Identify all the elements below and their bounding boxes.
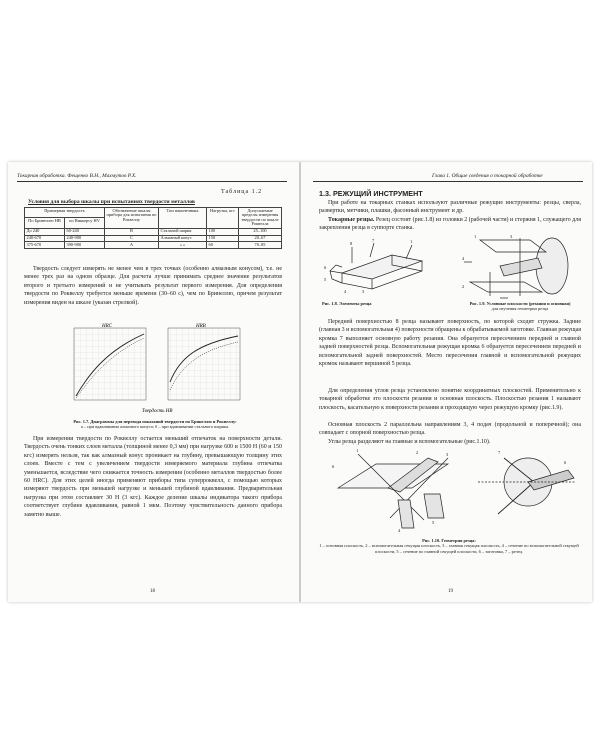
figure-1-10-cutter-geometry bbox=[328, 448, 578, 534]
chart-xlabel: Твердость НВ bbox=[142, 409, 173, 414]
svg-text:2: 2 bbox=[416, 450, 419, 455]
chart-b-grid bbox=[168, 328, 240, 400]
table-row bbox=[25, 242, 282, 249]
hardness-scale-table bbox=[24, 207, 282, 249]
left-page-number: 18 bbox=[150, 589, 155, 594]
table-header-cell: по Виккерсу HV bbox=[65, 218, 105, 228]
table-cell: 240-670 bbox=[25, 235, 65, 242]
table-header-cell: Примерная твердость bbox=[25, 208, 105, 218]
right-paragraph-4: Для определения углов резца установлено понятие координатных плоскостей. Применительно к токарной обработке это плоскости резания и основная плоскость. Плоскостью резания 1 называют плоскость, касательную к поверхности резания и проходящую через режущую кромку (рис.1.9). bbox=[319, 388, 581, 411]
svg-text:4: 4 bbox=[398, 528, 401, 533]
right-paragraph-6: Углы резца разделяют на главные и вспомогательные (рис.1.10). bbox=[328, 439, 491, 445]
svg-text:1: 1 bbox=[356, 448, 359, 453]
figure-1-8-caption-title: Рис. 1.8. Элементы резца bbox=[322, 301, 372, 306]
svg-text:7: 7 bbox=[498, 450, 501, 455]
svg-text:6: 6 bbox=[324, 265, 327, 270]
svg-text:3: 3 bbox=[446, 452, 449, 457]
chart-a-grid bbox=[74, 328, 146, 400]
table-cell: 70–85 bbox=[239, 242, 282, 249]
table-cell: 60-240 bbox=[65, 228, 105, 235]
svg-text:2: 2 bbox=[462, 284, 465, 289]
figure-1-9-caption bbox=[454, 301, 586, 312]
svg-text:1: 1 bbox=[410, 239, 413, 244]
table-cell: 25–100 bbox=[239, 228, 282, 235]
right-page bbox=[300, 162, 592, 602]
chart-b-ylabel: HRB bbox=[196, 324, 206, 329]
left-header-rule bbox=[17, 181, 287, 182]
paragraph-2-text: Резец состоит (рис.1.8) из головки 2 (рабочей части) и стержня 1, служащего для закрепления резца в суппорте станка. bbox=[319, 217, 581, 232]
svg-text:3: 3 bbox=[362, 289, 365, 294]
table-cell: 240-900 bbox=[65, 235, 105, 242]
right-header-rule bbox=[313, 181, 583, 182]
table-cell: Алмазный конус bbox=[159, 235, 207, 242]
book-spread bbox=[8, 162, 592, 602]
figure-1-7-caption-body: а – при вдавливании алмазного конуса; б – при вдавливании стального шарика. bbox=[80, 424, 230, 430]
figure-1-9-cutting-planes bbox=[460, 232, 580, 300]
table-header-cell: Нагрузка, кгс bbox=[207, 208, 239, 229]
table-cell: B bbox=[105, 228, 159, 235]
right-paragraph-5: Основная плоскость 2 параллельна направлениям 3, 4 подач (продольной и поперечной); она совпадает с опорной поверхностью резца. bbox=[319, 422, 581, 437]
table-row bbox=[25, 228, 282, 235]
svg-text:7: 7 bbox=[372, 238, 375, 243]
left-page bbox=[8, 162, 300, 602]
table-cell: Стальной шарик bbox=[159, 228, 207, 235]
right-running-header: Глава 1. Общие сведения о токарной обработке bbox=[432, 173, 543, 179]
section-title: 1.3. РЕЖУЩИЙ ИНСТРУМЕНТ bbox=[319, 189, 423, 198]
left-running-header: Токарная обработка. Фещенко В.Н., Махмутов Р.Х. bbox=[17, 173, 137, 179]
table-cell: 60 bbox=[207, 242, 239, 249]
svg-text:5: 5 bbox=[432, 520, 435, 525]
left-paragraph-1: Твердость следует измерять не менее чем в трех точках (особенно алмазным конусом), т.е. не менее трех раз на одном образце. Для расчета лучше принимать среднее значение результатов второго и третьего измерений и не учитывать результат первого измерения. Для определения твердости по Роквеллу требуется меньше времени (30–60 с), чем по Бринеллю, причем результат измерения виден на шкале (указан стрелкой). bbox=[24, 266, 282, 306]
figure-1-10-caption bbox=[314, 538, 584, 554]
hardness-conversion-diagrams bbox=[68, 322, 248, 417]
figure-1-7-caption bbox=[24, 419, 286, 430]
table-header-row bbox=[25, 208, 282, 218]
table-row bbox=[25, 235, 282, 242]
table-cell: « » bbox=[159, 242, 207, 249]
table-cell: A bbox=[105, 242, 159, 249]
right-paragraph-1: При работе на токарных станках используют различные режущие инструменты: резцы, сверла, развертки, метчики, плашки, фасонный инструмент и др. bbox=[319, 200, 581, 215]
figure-1-9-caption-body: для изучения геометрии резца bbox=[491, 306, 549, 312]
figure-1-8-caption bbox=[322, 301, 432, 306]
table-title: Условия для выбора шкалы при испытаниях твердости металлов bbox=[28, 199, 195, 205]
svg-text:3: 3 bbox=[510, 234, 513, 239]
figure-1-7-caption-title: Рис. 1.7. Диаграммы для перевода показаний твердости по Бринеллю и Роквеллу: bbox=[73, 419, 237, 424]
svg-text:5: 5 bbox=[324, 277, 327, 282]
svg-text:4: 4 bbox=[344, 289, 347, 294]
table-cell: 20–67 bbox=[239, 235, 282, 242]
svg-text:6: 6 bbox=[564, 460, 567, 465]
table-header-cell: Допускаемые пределы измерения твердости по шкале Роквелла bbox=[239, 208, 282, 229]
figure-1-10-caption-title: Рис. 1.10. Геометрия резца: bbox=[422, 538, 476, 543]
table-cell: 150 bbox=[207, 235, 239, 242]
paragraph-lead-bold: Токарные резцы. bbox=[328, 217, 375, 223]
figure-1-10-caption-body: 1 – основная плоскость, 2 – вспомогательная секущая плоскость, 3 – главная секущая плоскость, 4 – сечение по вспомогательной секущей плоскости, 5 – сечение по главной секущей плоскости, 6 – заготовка, 7 – резец. bbox=[319, 543, 579, 554]
table-header-cell: Тип наконечника bbox=[159, 208, 207, 229]
right-paragraph-2 bbox=[319, 216, 581, 233]
figure-1-9-caption-title: Рис. 1.9. Условные плоскости (резания и основная) bbox=[469, 301, 571, 306]
table-header-cell: Обозначение шкалы прибора для испытания по Роквеллу bbox=[105, 208, 159, 229]
table-caption: Таблица 1.2 bbox=[221, 189, 263, 195]
svg-text:4: 4 bbox=[462, 256, 465, 261]
left-paragraph-2: При измерении твердости по Роквеллу остается меньший отпечаток на поверхности детали. Твердость очень тонких слоев металла (толщиной менее 0,3 мм) при нагрузке 600 и 1500 Н (60 и 150 кгс) измерять нельзя, так как алмазный конус проникает на глубину, превышающую толщину этих слоев. Вместе с тем с увеличением твердости измеряемого материала глубина отпечатка уменьшается, вследствие чего снижается точность измерения (особенно металлов твердостью более 60 HRC). Для этих целей иногда применяют приборы типа суперроквелл, с помощью которых измеряют твердость при меньшей нагрузке и меньшей глубиной вдавливания. Предварительная нагрузка при этом составляет 30 Н (3 кгс). Каждое деление шкалы индикатора такого прибора соответствует глубине вдавливания, равной 1 мкм. Поэтому чувствительность данного прибора заметно выше. bbox=[24, 436, 282, 518]
table-cell: До 240 bbox=[25, 228, 65, 235]
svg-text:6: 6 bbox=[332, 464, 335, 469]
table-cell: 390-900 bbox=[65, 242, 105, 249]
chart-a-ylabel: HRC bbox=[102, 324, 112, 329]
right-paragraph-3: Передней поверхностью 8 резца называют поверхность, по которой сходит стружка. Задние (главная 3 и вспомогательная 4) поверхности обращены к обрабатываемой заготовке. Главная режущая кромка 7 выполняет основную работу резания. Она образуется пересечением передней и главной задней поверхностей резца. Вспомогательная режущая кромка 6 образуется пересечением передней и вспомогательной задней поверхностей. Место пересечения главной и вспомогательной режущих кромок называют вершиной 5 резца. bbox=[319, 319, 581, 368]
right-page-number: 19 bbox=[448, 589, 453, 594]
svg-text:8: 8 bbox=[350, 241, 353, 246]
table-cell: 100 bbox=[207, 228, 239, 235]
table-cell: 375-670 bbox=[25, 242, 65, 249]
table-header-cell: По Бринеллю НВ bbox=[25, 218, 65, 228]
table-cell: C bbox=[105, 235, 159, 242]
svg-text:1: 1 bbox=[474, 234, 477, 239]
figure-1-8-cutter-elements bbox=[322, 235, 447, 297]
